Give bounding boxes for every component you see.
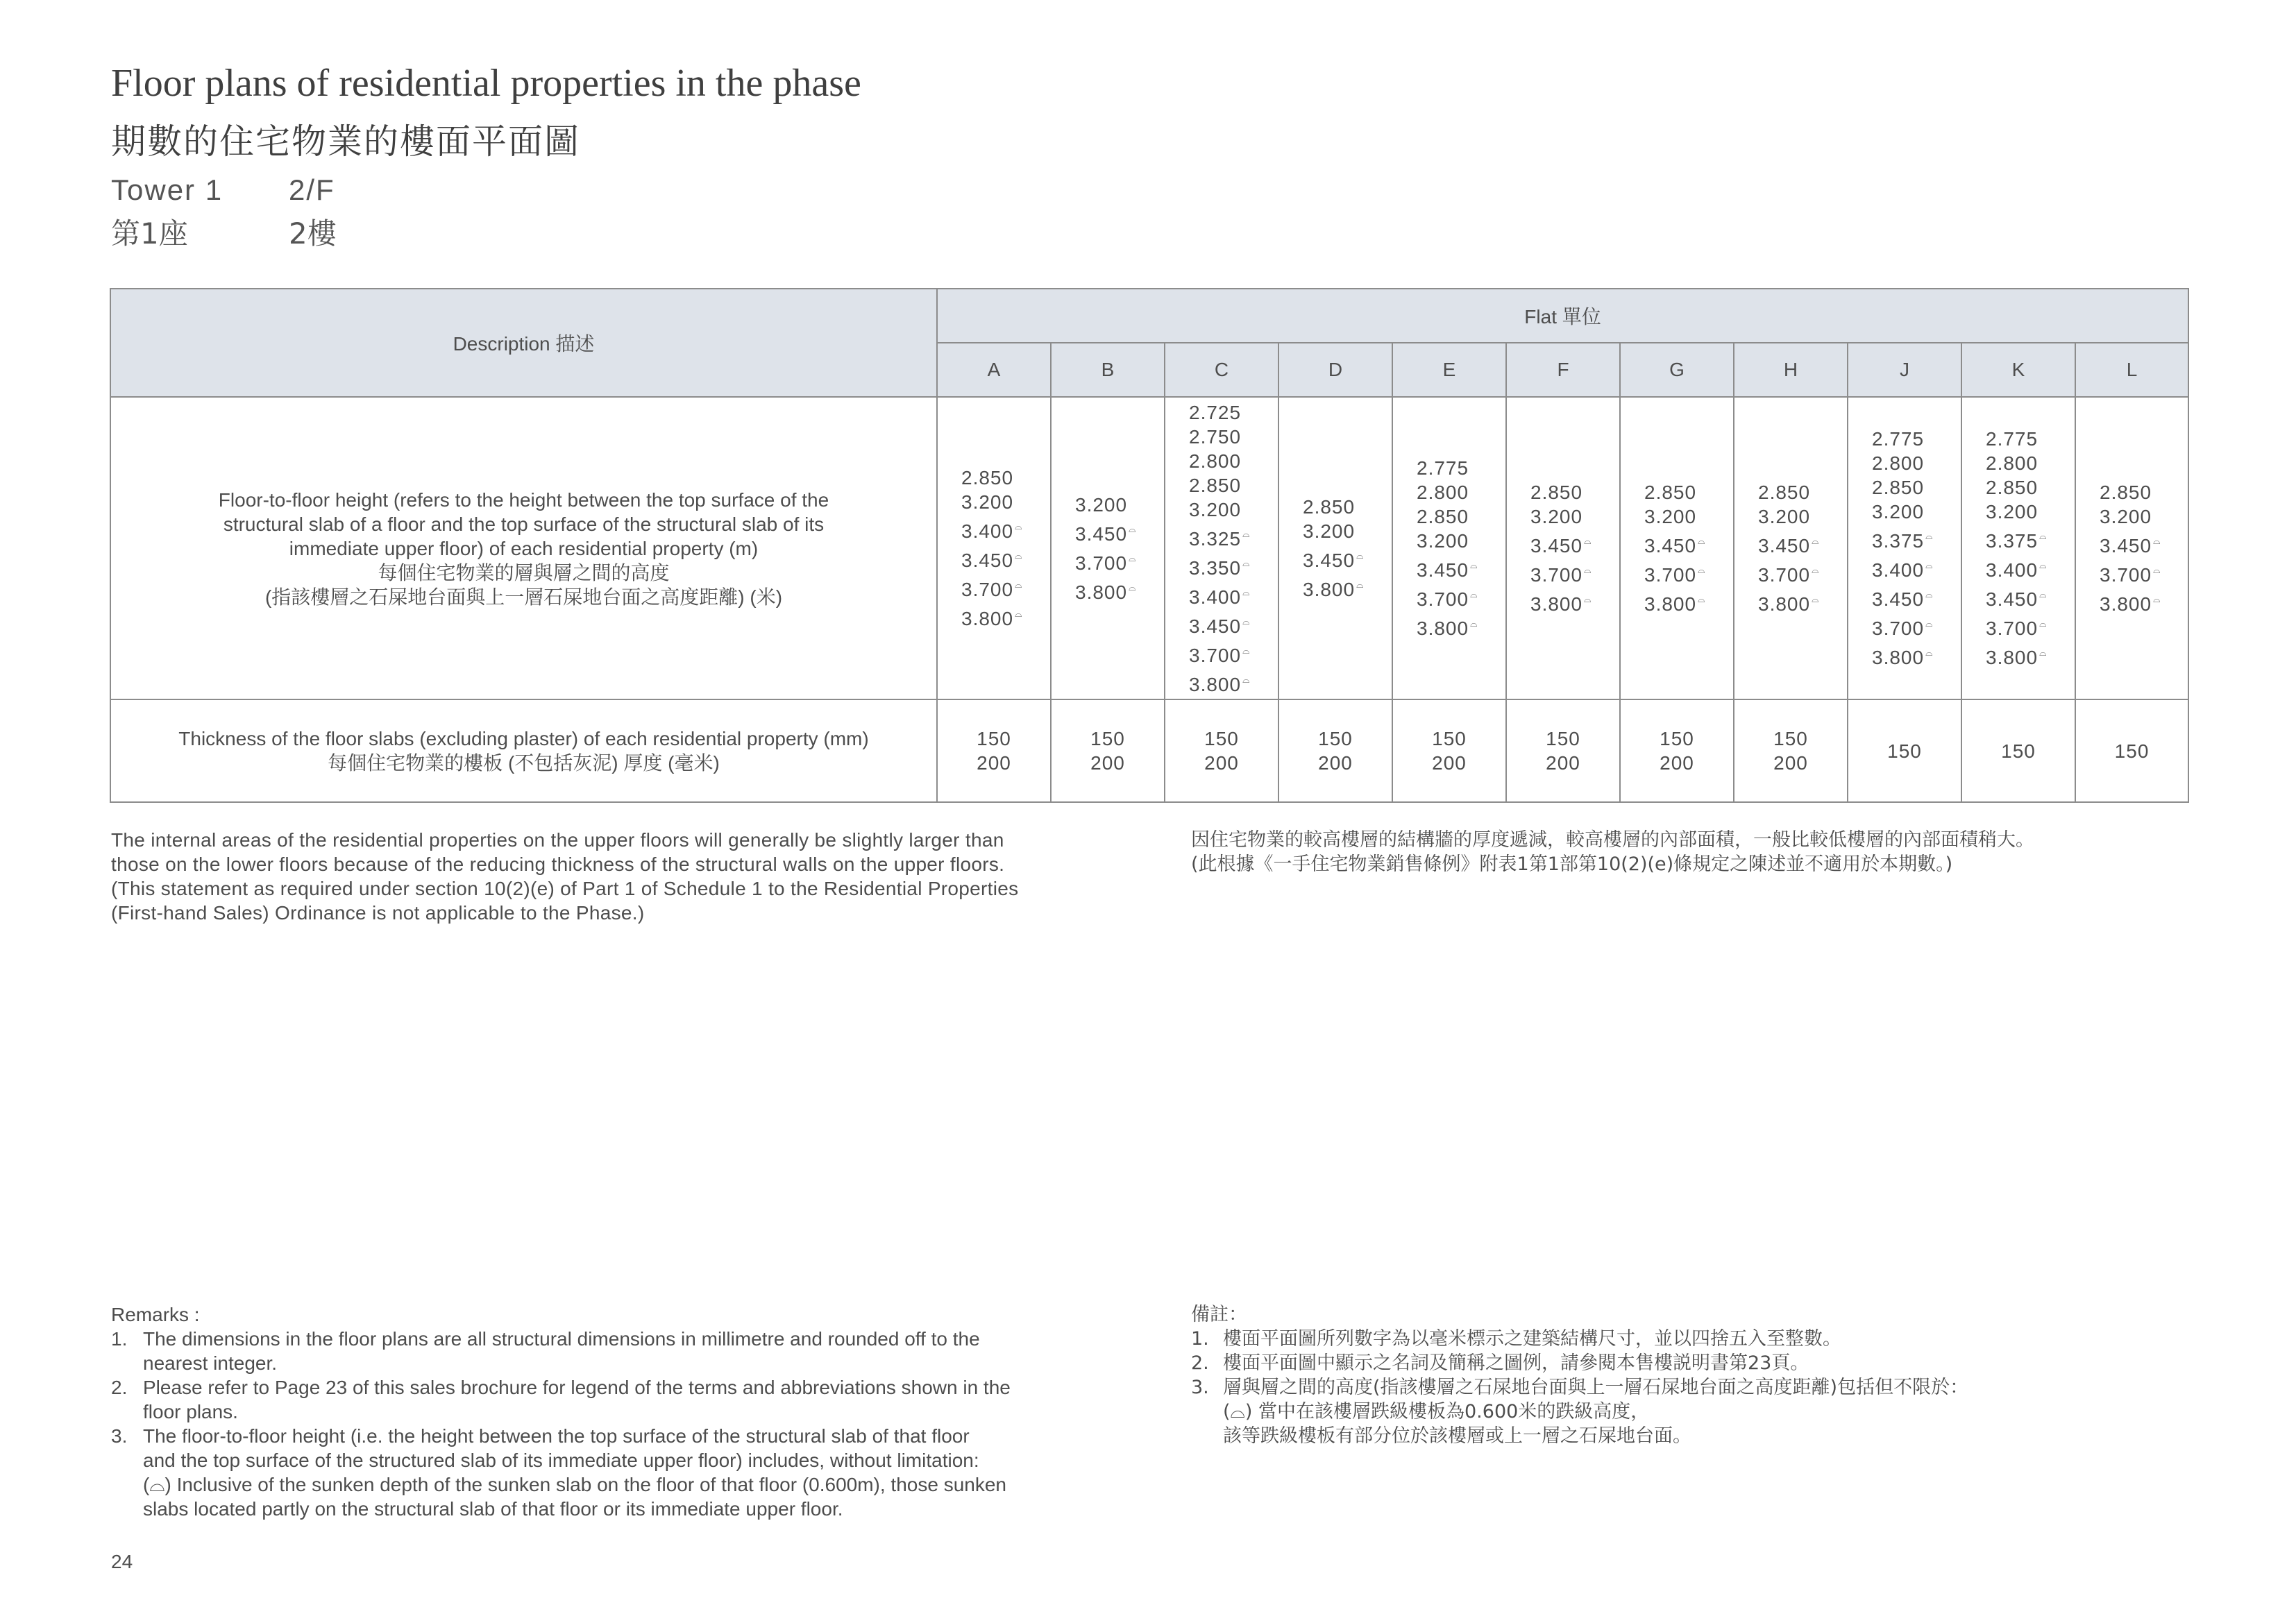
height-value bbox=[1189, 449, 1278, 473]
height-value bbox=[1417, 480, 1505, 504]
height-number: 2.775 bbox=[1986, 428, 2038, 450]
remarks-chinese bbox=[1191, 1302, 2197, 1448]
tower-floor-en bbox=[111, 173, 335, 207]
page-title-chinese: 期數的住宅物業的樓面平面圖 bbox=[111, 121, 580, 162]
height-cell-k bbox=[1961, 397, 2075, 699]
flat-column-a: A bbox=[937, 343, 1051, 397]
height-number: 2.750 bbox=[1189, 425, 1242, 448]
remark-text bbox=[143, 1327, 1111, 1375]
sunken-slab-icon: ⌓ bbox=[1812, 565, 1820, 575]
height-value bbox=[2100, 504, 2188, 529]
height-number: 3.800 bbox=[1644, 593, 1697, 615]
height-value bbox=[2100, 558, 2188, 587]
thickness-value: 150 bbox=[2114, 740, 2150, 762]
height-value bbox=[1417, 553, 1505, 582]
height-number: 3.700 bbox=[1644, 564, 1697, 586]
height-number: 3.450 bbox=[1986, 588, 2038, 610]
sunken-slab-icon: ⌓ bbox=[1584, 565, 1592, 575]
height-number: 3.200 bbox=[961, 491, 1014, 513]
height-value bbox=[961, 602, 1050, 631]
height-number: 3.325 bbox=[1189, 527, 1242, 550]
remark-number: 1. bbox=[1191, 1328, 1209, 1350]
remark-line: (⌓) Inclusive of the sunken depth of the sunken slab on the floor of that floor (0.600m), those sunken bbox=[143, 1474, 1006, 1495]
height-number: 2.850 bbox=[1530, 482, 1583, 503]
sunken-slab-icon: ⌓ bbox=[1470, 589, 1478, 600]
height-number: 3.800 bbox=[1189, 673, 1242, 695]
thickness-value: 200 bbox=[1204, 752, 1239, 774]
height-value bbox=[1417, 456, 1505, 480]
flat-column-h: H bbox=[1734, 343, 1848, 397]
height-number: 3.800 bbox=[1303, 579, 1356, 600]
flat-column-c: C bbox=[1165, 343, 1278, 397]
thickness-value: 200 bbox=[977, 752, 1011, 774]
height-value bbox=[1644, 480, 1733, 504]
height-value bbox=[1530, 504, 1619, 529]
tower-floor-zh bbox=[111, 211, 337, 253]
height-cell-j bbox=[1848, 397, 1961, 699]
height-value bbox=[1189, 609, 1278, 638]
height-value bbox=[1075, 546, 1164, 575]
remark-item bbox=[111, 1375, 1111, 1424]
height-number: 3.200 bbox=[1189, 498, 1242, 520]
height-number: 2.725 bbox=[1189, 401, 1242, 423]
remark-line: 該等跌級樓板有部分位於該樓層或上一層之石屎地台面。 bbox=[1223, 1425, 1691, 1447]
height-value bbox=[1986, 475, 2075, 500]
height-value bbox=[2100, 480, 2188, 504]
flat-column-d: D bbox=[1278, 343, 1392, 397]
thickness-value: 200 bbox=[1318, 752, 1353, 774]
height-number: 2.850 bbox=[1417, 506, 1469, 527]
height-number: 2.850 bbox=[1872, 477, 1925, 498]
remark-item bbox=[1191, 1327, 2197, 1351]
remark-line: The floor-to-floor height (i.e. the height between the top surface of the structural slab of that floor bbox=[143, 1425, 970, 1447]
thickness-cell-e bbox=[1392, 699, 1506, 802]
height-value bbox=[961, 490, 1050, 514]
height-value bbox=[961, 572, 1050, 602]
remark-item bbox=[111, 1424, 1111, 1521]
remark-number: 2. bbox=[1191, 1352, 1209, 1374]
note-line: 因住宅物業的較高樓層的結構牆的厚度遞減，較高樓層的內部面積，一般比較低樓層的內部面積稍大。 bbox=[1191, 829, 2034, 851]
height-value bbox=[1872, 611, 1961, 640]
height-number: 3.700 bbox=[1758, 564, 1811, 586]
remark-line: slabs located partly on the structural slab of that floor or its immediate upper floor. bbox=[143, 1498, 843, 1520]
floor-label-chinese: 2樓 bbox=[289, 216, 337, 250]
sunken-slab-icon: ⌓ bbox=[1584, 536, 1592, 546]
flat-column-b: B bbox=[1051, 343, 1165, 397]
height-number: 3.800 bbox=[961, 608, 1014, 629]
remark-line: The dimensions in the floor plans are all structural dimensions in millimetre and rounded off to the bbox=[143, 1328, 980, 1350]
height-cell-c bbox=[1165, 397, 1278, 699]
height-value bbox=[2100, 529, 2188, 558]
flat-column-k: K bbox=[1961, 343, 2075, 397]
sunken-slab-icon: ⌓ bbox=[1015, 579, 1023, 590]
height-value bbox=[1303, 572, 1392, 602]
sunken-slab-icon: ⌓ bbox=[2039, 647, 2048, 658]
sunken-slab-icon: ⌓ bbox=[1015, 550, 1023, 561]
height-number: 3.450 bbox=[1644, 535, 1697, 556]
page-title: Floor plans of residential properties in the phase bbox=[111, 62, 861, 105]
height-value bbox=[1872, 524, 1961, 553]
thickness-value: 150 bbox=[977, 728, 1011, 749]
height-value bbox=[1417, 504, 1505, 529]
remark-number: 3. bbox=[111, 1425, 128, 1447]
height-number: 3.700 bbox=[1417, 588, 1469, 610]
height-number: 2.800 bbox=[1189, 450, 1242, 472]
page-number: 24 bbox=[111, 1551, 133, 1572]
height-value bbox=[1986, 427, 2075, 451]
height-value bbox=[1417, 611, 1505, 640]
height-value bbox=[1758, 587, 1847, 616]
thickness-cell-k bbox=[1961, 699, 2075, 802]
flat-column-l: L bbox=[2075, 343, 2188, 397]
sunken-slab-icon: ⌓ bbox=[1129, 523, 1137, 534]
height-value bbox=[1872, 640, 1961, 670]
height-value bbox=[1530, 558, 1619, 587]
height-number: 3.800 bbox=[1530, 593, 1583, 615]
height-value bbox=[1189, 400, 1278, 425]
sunken-slab-icon: ⌓ bbox=[1242, 645, 1251, 656]
height-cell-h bbox=[1734, 397, 1848, 699]
description-line: structural slab of a floor and the top surface of the structural slab of its bbox=[223, 513, 825, 535]
sunken-slab-icon: ⌓ bbox=[1015, 521, 1023, 532]
height-number: 3.200 bbox=[1303, 520, 1356, 542]
note-line: those on the lower floors because of the reducing thickness of the structural walls on the upper floors. bbox=[111, 853, 1005, 875]
thickness-value: 150 bbox=[1887, 740, 1922, 762]
height-number: 2.850 bbox=[2100, 482, 2152, 503]
height-number: 3.700 bbox=[2100, 564, 2152, 586]
height-number: 3.200 bbox=[1530, 506, 1583, 527]
height-value bbox=[1758, 480, 1847, 504]
remark-line: Please refer to Page 23 of this sales brochure for legend of the terms and abbreviations shown in the bbox=[143, 1377, 1011, 1398]
height-cell-b bbox=[1051, 397, 1165, 699]
thickness-value: 150 bbox=[1660, 728, 1694, 749]
sunken-slab-icon: ⌓ bbox=[1129, 552, 1137, 563]
height-value bbox=[1189, 580, 1278, 609]
sunken-slab-icon: ⌓ bbox=[2039, 560, 2048, 570]
note-line: (This statement as required under section 10(2)(e) of Part 1 of Schedule 1 to the Residential Properties bbox=[111, 878, 1019, 899]
height-number: 3.450 bbox=[1530, 535, 1583, 556]
height-value bbox=[1530, 587, 1619, 616]
sunken-slab-icon: ⌓ bbox=[1356, 579, 1365, 590]
height-number: 3.200 bbox=[1986, 501, 2038, 522]
sunken-slab-icon: ⌓ bbox=[1584, 594, 1592, 604]
sunken-slab-icon: ⌓ bbox=[2039, 618, 2048, 629]
thickness-cell-d bbox=[1278, 699, 1392, 802]
description-header: Description 描述 bbox=[110, 289, 937, 397]
thickness-cell-j bbox=[1848, 699, 1961, 802]
remark-line: 樓面平面圖所列數字為以毫米標示之建築結構尺寸，並以四捨五入至整數。 bbox=[1223, 1328, 1841, 1350]
height-number: 3.450 bbox=[1758, 535, 1811, 556]
thickness-description bbox=[110, 699, 937, 802]
note-line: The internal areas of the residential properties on the upper floors will generally be slightly larger than bbox=[111, 829, 1004, 851]
height-value bbox=[1758, 504, 1847, 529]
remark-line: nearest integer. bbox=[143, 1352, 278, 1374]
thickness-value: 150 bbox=[1090, 728, 1125, 749]
thickness-cell-f bbox=[1506, 699, 1620, 802]
sunken-slab-icon: ⌓ bbox=[2153, 565, 2161, 575]
height-number: 3.450 bbox=[2100, 535, 2152, 556]
height-cell-g bbox=[1620, 397, 1734, 699]
height-value bbox=[961, 514, 1050, 543]
height-number: 2.850 bbox=[961, 467, 1014, 488]
height-number: 2.850 bbox=[1758, 482, 1811, 503]
height-number: 3.400 bbox=[1189, 586, 1242, 608]
height-number: 3.700 bbox=[1530, 564, 1583, 586]
remark-item bbox=[111, 1327, 1111, 1375]
height-value bbox=[961, 543, 1050, 572]
thickness-value: 150 bbox=[2001, 740, 2036, 762]
height-cell-d bbox=[1278, 397, 1392, 699]
remarks-title: Remarks : bbox=[111, 1304, 200, 1325]
remark-number: 3. bbox=[1191, 1377, 1209, 1398]
height-number: 3.450 bbox=[1075, 522, 1128, 545]
sunken-slab-icon: ⌓ bbox=[1356, 550, 1365, 561]
height-value bbox=[1417, 582, 1505, 611]
remarks-title-chinese: 備註： bbox=[1191, 1304, 1247, 1325]
thickness-cell-l bbox=[2075, 699, 2188, 802]
height-value bbox=[1303, 543, 1392, 572]
remark-number: 1. bbox=[111, 1328, 128, 1350]
sunken-slab-icon: ⌓ bbox=[1129, 581, 1137, 593]
height-number: 3.400 bbox=[961, 520, 1014, 542]
sunken-slab-icon: ⌓ bbox=[1242, 615, 1251, 627]
thickness-value: 200 bbox=[1090, 752, 1125, 774]
description-line: (指該樓層之石屎地台面與上一層石屎地台面之高度距離) (米) bbox=[264, 586, 783, 608]
remarks bbox=[111, 1302, 1111, 1521]
description-line: 每個住宅物業的層與層之間的高度 bbox=[378, 561, 670, 584]
tower-label: Tower 1 bbox=[111, 173, 223, 206]
thickness-value: 150 bbox=[1432, 728, 1467, 749]
sunken-slab-icon: ⌓ bbox=[2153, 594, 2161, 604]
height-value bbox=[1758, 529, 1847, 558]
height-value bbox=[1986, 524, 2075, 553]
sunken-slab-icon: ⌓ bbox=[1698, 565, 1706, 575]
height-value bbox=[1872, 451, 1961, 475]
floor-label: 2/F bbox=[289, 173, 335, 206]
remark-line: and the top surface of the structured slab of its immediate upper floor) includes, without limitation: bbox=[143, 1450, 979, 1471]
thickness-value: 200 bbox=[1432, 752, 1467, 774]
height-value bbox=[1872, 582, 1961, 611]
height-value bbox=[1189, 473, 1278, 498]
remark-number: 2. bbox=[111, 1377, 128, 1398]
thickness-cell-b bbox=[1051, 699, 1165, 802]
height-number: 2.850 bbox=[1303, 496, 1356, 518]
flat-column-g: G bbox=[1620, 343, 1734, 397]
height-number: 2.850 bbox=[1644, 482, 1697, 503]
thickness-cell-c bbox=[1165, 699, 1278, 802]
height-number: 2.775 bbox=[1872, 428, 1925, 450]
note-line: (First-hand Sales) Ordinance is not applicable to the Phase.) bbox=[111, 902, 645, 924]
sunken-slab-icon: ⌓ bbox=[1698, 594, 1706, 604]
thickness-value: 200 bbox=[1546, 752, 1580, 774]
height-value bbox=[1986, 640, 2075, 670]
height-value bbox=[1189, 551, 1278, 580]
height-value bbox=[1189, 498, 1278, 522]
height-value bbox=[1986, 451, 2075, 475]
height-number: 2.850 bbox=[1986, 477, 2038, 498]
height-number: 3.200 bbox=[1644, 506, 1697, 527]
height-value bbox=[1872, 553, 1961, 582]
height-value bbox=[1417, 529, 1505, 553]
height-number: 3.800 bbox=[2100, 593, 2152, 615]
height-value bbox=[1872, 500, 1961, 524]
height-value bbox=[2100, 587, 2188, 616]
height-value bbox=[1986, 500, 2075, 524]
height-value bbox=[1872, 427, 1961, 451]
flat-column-f: F bbox=[1506, 343, 1620, 397]
sunken-slab-icon: ⌓ bbox=[1470, 618, 1478, 629]
flat-header: Flat 單位 bbox=[937, 289, 2188, 343]
thickness-value: 150 bbox=[1318, 728, 1353, 749]
height-number: 3.350 bbox=[1189, 556, 1242, 579]
height-cell-f bbox=[1506, 397, 1620, 699]
remark-text bbox=[1223, 1375, 2197, 1448]
sunken-slab-icon: ⌓ bbox=[2039, 589, 2048, 600]
thickness-cell-a bbox=[937, 699, 1051, 802]
height-number: 3.200 bbox=[1758, 506, 1811, 527]
height-number: 3.800 bbox=[1075, 581, 1128, 603]
height-value bbox=[1644, 529, 1733, 558]
remark-line: floor plans. bbox=[143, 1401, 238, 1422]
height-number: 3.200 bbox=[2100, 506, 2152, 527]
sunken-slab-icon: ⌓ bbox=[1925, 560, 1934, 570]
note-line: (此根據《一手住宅物業銷售條例》附表1第1部第10(2)(e)條規定之陳述並不適用於本期數。) bbox=[1191, 853, 1953, 875]
sunken-slab-icon: ⌓ bbox=[1470, 560, 1478, 570]
sunken-slab-icon: ⌓ bbox=[1812, 536, 1820, 546]
height-value bbox=[1075, 575, 1164, 604]
height-number: 2.800 bbox=[1417, 482, 1469, 503]
internal-area-note-chinese bbox=[1191, 828, 2197, 876]
height-cell-e bbox=[1392, 397, 1506, 699]
height-number: 3.375 bbox=[1986, 530, 2038, 552]
height-number: 3.700 bbox=[1075, 552, 1128, 574]
height-value bbox=[1075, 493, 1164, 517]
remark-text bbox=[143, 1375, 1111, 1424]
sunken-slab-icon: ⌓ bbox=[1925, 589, 1934, 600]
height-number: 3.800 bbox=[1758, 593, 1811, 615]
height-number: 3.200 bbox=[1872, 501, 1925, 522]
thickness-value: 150 bbox=[1204, 728, 1239, 749]
height-number: 2.800 bbox=[1872, 452, 1925, 474]
remark-line: (⌓) 當中在該樓層跌級樓板為0.600米的跌級高度， bbox=[1223, 1401, 1650, 1422]
height-number: 3.200 bbox=[1075, 493, 1128, 516]
height-number: 3.375 bbox=[1872, 530, 1925, 552]
remark-line: 層與層之間的高度(指該樓層之石屎地台面與上一層石屎地台面之高度距離)包括但不限於： bbox=[1223, 1377, 1969, 1398]
tower-label-chinese: 第1座 bbox=[111, 216, 188, 250]
height-number: 3.700 bbox=[1189, 644, 1242, 666]
height-number: 3.450 bbox=[1189, 615, 1242, 637]
height-number: 3.450 bbox=[1303, 550, 1356, 571]
height-cell-a bbox=[937, 397, 1051, 699]
height-value bbox=[1986, 553, 2075, 582]
sunken-slab-icon: ⌓ bbox=[1698, 536, 1706, 546]
remark-text bbox=[143, 1424, 1111, 1521]
height-number: 2.850 bbox=[1189, 474, 1242, 496]
height-value bbox=[1189, 668, 1278, 697]
height-value bbox=[1530, 529, 1619, 558]
height-number: 3.800 bbox=[1986, 647, 2038, 668]
remark-item bbox=[1191, 1375, 2197, 1448]
sunken-slab-icon: ⌓ bbox=[1242, 528, 1251, 539]
height-value bbox=[1189, 522, 1278, 551]
sunken-slab-icon: ⌓ bbox=[1925, 647, 1934, 658]
thickness-value: 150 bbox=[1546, 728, 1580, 749]
height-number: 3.450 bbox=[1872, 588, 1925, 610]
height-number: 3.700 bbox=[961, 579, 1014, 600]
height-number: 3.400 bbox=[1872, 559, 1925, 581]
remark-text bbox=[1223, 1327, 2197, 1351]
flat-column-j: J bbox=[1848, 343, 1961, 397]
height-value bbox=[1986, 582, 2075, 611]
floor-height-table bbox=[110, 288, 2189, 803]
thickness-value: 150 bbox=[1773, 728, 1808, 749]
height-value bbox=[1530, 480, 1619, 504]
height-value bbox=[961, 466, 1050, 490]
height-value bbox=[1075, 517, 1164, 546]
height-value bbox=[1644, 558, 1733, 587]
sunken-slab-icon: ⌓ bbox=[1925, 618, 1934, 629]
description-line: immediate upper floor) of each residential property (m) bbox=[289, 537, 759, 559]
remark-text bbox=[1223, 1351, 2197, 1375]
height-number: 2.800 bbox=[1986, 452, 2038, 474]
thickness-value: 200 bbox=[1660, 752, 1694, 774]
sunken-slab-icon: ⌓ bbox=[2039, 531, 2048, 541]
height-number: 3.800 bbox=[1417, 618, 1469, 639]
height-number: 3.700 bbox=[1986, 618, 2038, 639]
remark-item bbox=[1191, 1351, 2197, 1375]
sunken-slab-icon: ⌓ bbox=[1015, 609, 1023, 619]
description-line: Thickness of the floor slabs (excluding plaster) of each residential property (mm) bbox=[178, 728, 869, 749]
thickness-cell-g bbox=[1620, 699, 1734, 802]
height-number: 3.800 bbox=[1872, 647, 1925, 668]
height-value bbox=[1303, 519, 1392, 543]
thickness-value: 200 bbox=[1773, 752, 1808, 774]
sunken-slab-icon: ⌓ bbox=[1925, 531, 1934, 541]
height-number: 3.450 bbox=[1417, 559, 1469, 581]
sunken-slab-icon: ⌓ bbox=[1242, 674, 1251, 685]
height-cell-l bbox=[2075, 397, 2188, 699]
height-number: 3.450 bbox=[961, 550, 1014, 571]
sunken-slab-icon: ⌓ bbox=[2153, 536, 2161, 546]
description-line: 每個住宅物業的樓板 (不包括灰泥) 厚度 (毫米) bbox=[328, 752, 720, 774]
description-line: Floor-to-floor height (refers to the height between the top surface of the bbox=[218, 488, 829, 511]
flat-column-e: E bbox=[1392, 343, 1506, 397]
height-number: 3.700 bbox=[1872, 618, 1925, 639]
height-value bbox=[1758, 558, 1847, 587]
height-number: 3.200 bbox=[1417, 530, 1469, 552]
height-description bbox=[110, 397, 937, 699]
height-value bbox=[1644, 504, 1733, 529]
internal-area-note bbox=[111, 828, 1124, 925]
height-value bbox=[1189, 638, 1278, 668]
sunken-slab-icon: ⌓ bbox=[1812, 594, 1820, 604]
thickness-cell-h bbox=[1734, 699, 1848, 802]
height-value bbox=[1872, 475, 1961, 500]
height-value bbox=[1303, 495, 1392, 519]
height-number: 3.400 bbox=[1986, 559, 2038, 581]
remark-line: 樓面平面圖中顯示之名詞及簡稱之圖例，請參閱本售樓説明書第23頁。 bbox=[1223, 1352, 1809, 1374]
sunken-slab-icon: ⌓ bbox=[1242, 557, 1251, 568]
height-value bbox=[1986, 611, 2075, 640]
sunken-slab-icon: ⌓ bbox=[1242, 586, 1251, 597]
height-value bbox=[1189, 425, 1278, 449]
height-number: 2.775 bbox=[1417, 457, 1469, 479]
height-value bbox=[1644, 587, 1733, 616]
